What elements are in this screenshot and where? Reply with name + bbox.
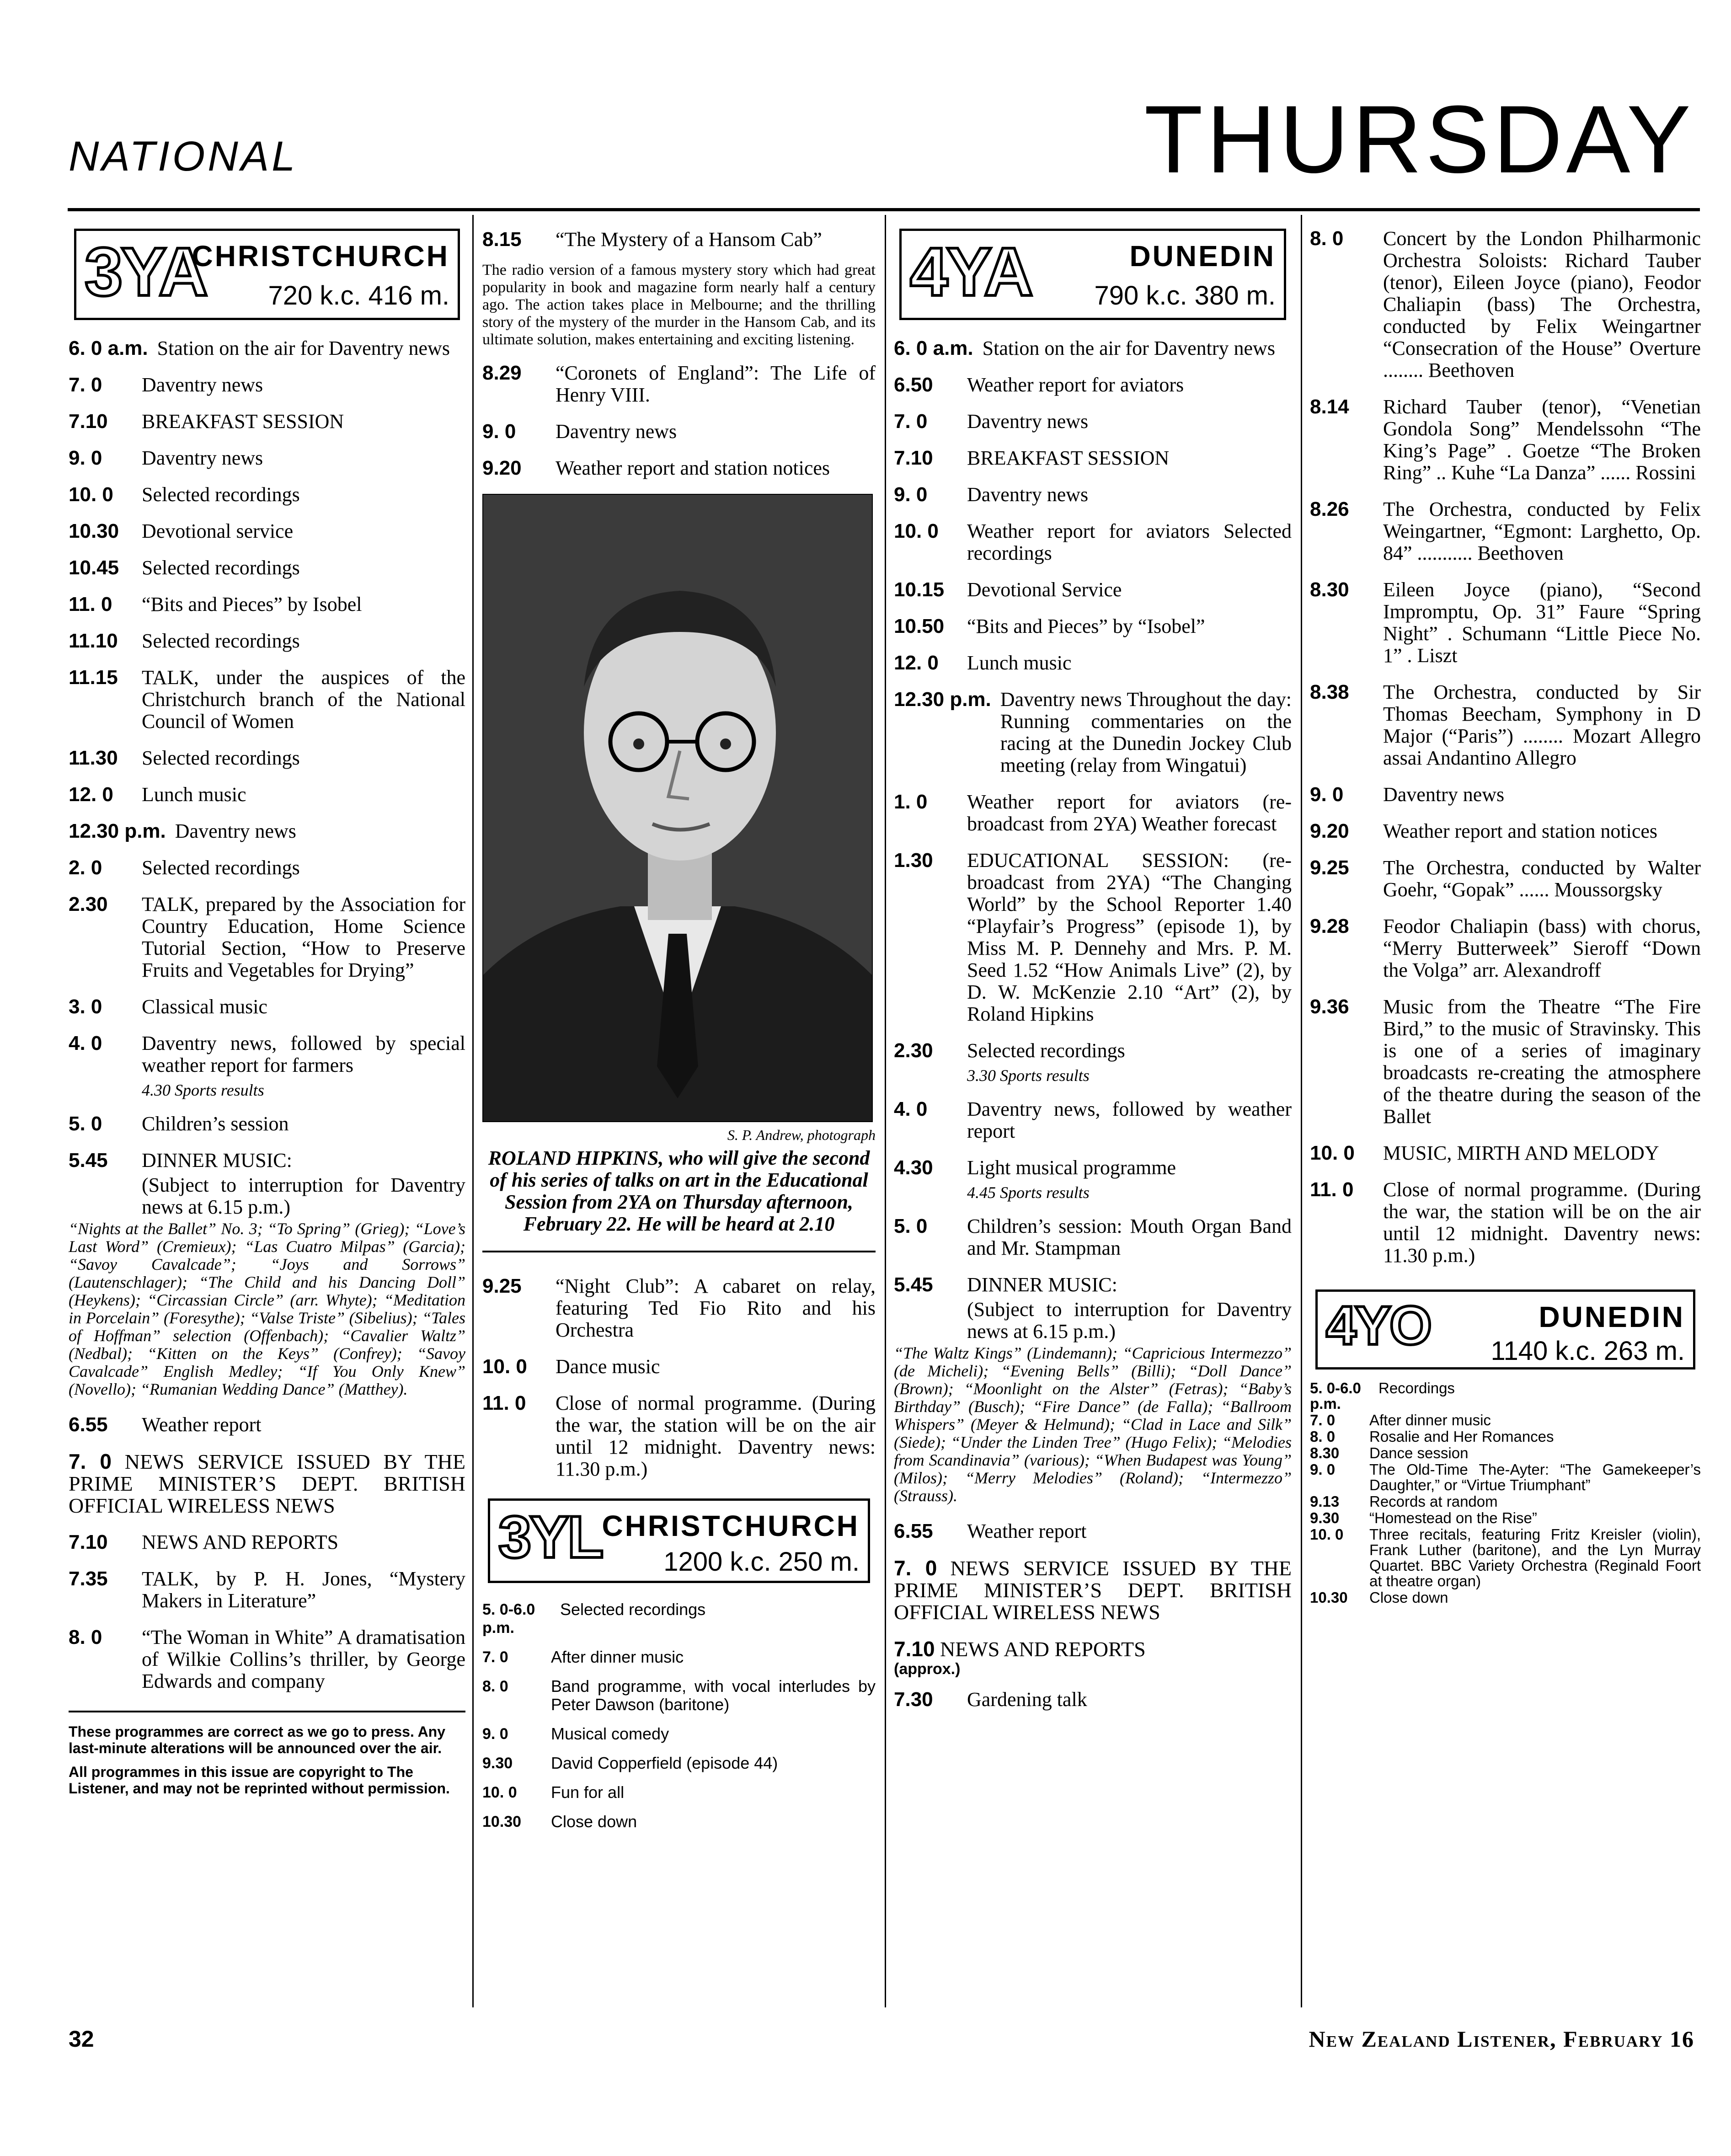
programme-time: 7. 0 bbox=[1310, 1412, 1336, 1428]
dinner-music-list: “The Waltz Kings” (Lindemann); “Capricious Intermezzo” (de Micheli); “Evening Bells” (Billi); “Doll Dance” (Brown); “Moonlight on the Alster” (Fetras); “Baby’s Birthday” (Busch); “Fire Dance” (de Falla); “Ballroom Whispers” (Meyer & Helmund); “Clad in Lace and Silk” (Siede); “Under the Linden Tree” (Hugo Felix); “Melodies from Scandinavia” (various); “When Budapest was Young” (Milos); “Merry Melodies” (Roland); “Intermezzo” (Strauss). bbox=[894, 1344, 1292, 1505]
programme-item bbox=[1310, 820, 1701, 842]
programme-item bbox=[894, 850, 1292, 1025]
station-frequency: 1140 k.c. 263 m. bbox=[1491, 1336, 1685, 1366]
programme-item bbox=[69, 820, 465, 842]
programme-item bbox=[1310, 784, 1701, 806]
programme-list bbox=[482, 1600, 876, 1831]
programme-item bbox=[69, 747, 465, 769]
programme-description: Selected recordings bbox=[142, 856, 300, 879]
programme-description: The Old-Time The-Ayter: “The Gamekeeper’s Daughter,” or “Virtue Triumphant” bbox=[1369, 1461, 1701, 1493]
programme-description: Gardening talk bbox=[967, 1688, 1087, 1711]
programme-list bbox=[894, 1520, 1292, 1542]
programme-time: 9.30 bbox=[1310, 1509, 1340, 1526]
programme-item bbox=[482, 1813, 876, 1831]
programme-item bbox=[1310, 1494, 1701, 1509]
programme-item bbox=[69, 557, 465, 579]
programme-list bbox=[482, 362, 876, 479]
programme-description: Records at random bbox=[1369, 1493, 1498, 1510]
programme-time: 5. 0-6.0 p.m. bbox=[1310, 1380, 1361, 1412]
programme-description: Dance session bbox=[1369, 1444, 1469, 1461]
programme-description: Daventry news bbox=[556, 420, 677, 443]
programme-description: Weather report and station notices bbox=[1383, 820, 1658, 842]
programme-item bbox=[1310, 396, 1701, 484]
programme-item bbox=[69, 857, 465, 879]
programme-description: David Copperfield (episode 44) bbox=[551, 1754, 778, 1772]
programme-time: 11.10 bbox=[69, 630, 118, 652]
programme-description: Fun for all bbox=[551, 1783, 625, 1802]
programme-item bbox=[69, 1113, 465, 1135]
programme-item bbox=[1310, 1412, 1701, 1428]
programme-description: DINNER MUSIC: bbox=[967, 1273, 1117, 1296]
programme-item bbox=[69, 1626, 465, 1692]
sports-results: 3.30 Sports results bbox=[967, 1066, 1090, 1085]
programme-description: EDUCATIONAL SESSION: (re-broadcast from 2YA) “The Changing World” by the School Reporter 1.40 “Playfair’s Progress” (episode 1), by Miss M. P. Dennehy and Mrs. P. M. Seed 1.52 “How Animals Live” (2), by D. W. McKenzie 2.10 “Art” (2), by Roland Hipkins bbox=[967, 849, 1292, 1025]
programme-time: 9. 0 bbox=[894, 483, 928, 506]
hansom-cab-blurb: The radio version of a famous mystery story which had great popularity in book and magazine form nearly half a century ago. The action takes place in Melbourne; and the thrilling story of the mystery of the murder in the Hansom Cab, and its ultimate solution, makes entertaining and exciting listening. bbox=[482, 262, 876, 348]
programme-time: 1.30 bbox=[894, 849, 933, 872]
programme-item bbox=[1310, 1380, 1701, 1412]
programme-description: Close of normal programme. (During the war, the station will be on the air until 12 midnight. Daventry news: 11.30 p.m.) bbox=[1383, 1178, 1701, 1267]
programme-item bbox=[894, 374, 1292, 396]
programme-time: 9.20 bbox=[482, 457, 522, 479]
programme-item bbox=[482, 1275, 876, 1341]
programme-description: Dance music bbox=[556, 1355, 660, 1378]
divider bbox=[482, 1251, 876, 1252]
programme-time: 8.26 bbox=[1310, 498, 1349, 520]
programme-time: 2.30 bbox=[69, 893, 108, 915]
programme-item bbox=[69, 1414, 465, 1436]
programme-description: NEWS AND REPORTS bbox=[142, 1531, 339, 1553]
programme-description: Selected recordings bbox=[560, 1600, 706, 1619]
programme-time: 4.30 bbox=[894, 1156, 933, 1179]
programme-time: 10.30 bbox=[1310, 1589, 1348, 1606]
programme-item bbox=[894, 791, 1292, 835]
programme-item bbox=[69, 484, 465, 506]
programme-time: 9. 0 bbox=[1310, 1461, 1336, 1478]
programme-description: Daventry news bbox=[142, 374, 263, 396]
programme-list bbox=[894, 1689, 1292, 1711]
programme-list bbox=[482, 1275, 876, 1480]
programme-time: 10. 0 bbox=[69, 483, 113, 506]
programme-item bbox=[1310, 1142, 1701, 1164]
programme-item bbox=[894, 1274, 1292, 1296]
programme-list bbox=[894, 337, 1292, 1062]
programme-description: Daventry news bbox=[175, 820, 296, 842]
programme-time: 5. 0 bbox=[894, 1215, 928, 1237]
station-box-4yo bbox=[1315, 1289, 1695, 1370]
programme-description: Musical comedy bbox=[551, 1724, 669, 1743]
programme-time: 7.10 bbox=[69, 1531, 108, 1553]
programme-time: 12. 0 bbox=[894, 652, 939, 674]
programme-item bbox=[1310, 1445, 1701, 1461]
station-call: 3YA bbox=[85, 233, 207, 310]
programme-item bbox=[69, 1568, 465, 1612]
programme-time: 10. 0 bbox=[1310, 1142, 1355, 1164]
programme-description: Devotional Service bbox=[967, 578, 1122, 601]
programme-description: The Orchestra, conducted by Sir Thomas Beecham, Symphony in D Major (“Paris”) ........ Mozart Allegro assai Andantino Allegro bbox=[1383, 681, 1701, 769]
section-label: NATIONAL bbox=[69, 133, 298, 180]
sports-results: 4.30 Sports results bbox=[142, 1081, 264, 1099]
programme-description: “Night Club”: A cabaret on relay, featuring Ted Fio Rito and his Orchestra bbox=[556, 1275, 876, 1341]
programme-time: 8.30 bbox=[1310, 1444, 1340, 1461]
programme-description: Recordings bbox=[1378, 1380, 1455, 1396]
programme-item bbox=[69, 784, 465, 806]
programme-item bbox=[69, 893, 465, 981]
programme-item bbox=[69, 594, 465, 615]
programme-item bbox=[894, 1040, 1292, 1062]
programme-description: “The Mystery of a Hansom Cab” bbox=[556, 228, 822, 251]
programme-time: 4. 0 bbox=[69, 1032, 102, 1054]
programme-item bbox=[1310, 498, 1701, 564]
programme-description: Concert by the London Philharmonic Orchestra Soloists: Richard Tauber (tenor), Eileen Joyce (piano), Feodor Chaliapin (bass) The Orchestra, conducted by Felix Weingartner “Consecration of the House” Overture ........ Beethoven bbox=[1383, 227, 1701, 381]
programme-list bbox=[482, 229, 876, 251]
programme-item bbox=[69, 520, 465, 542]
column-3ya bbox=[69, 219, 465, 1797]
programme-time: 6.55 bbox=[69, 1413, 108, 1436]
programme-time: 9.30 bbox=[482, 1755, 513, 1772]
programme-description: Selected recordings bbox=[142, 556, 300, 579]
programme-description: Daventry news, followed by weather report bbox=[967, 1098, 1292, 1142]
programme-time: 8.15 bbox=[482, 228, 522, 251]
programme-list bbox=[1310, 1380, 1701, 1605]
programme-item bbox=[69, 1033, 465, 1076]
programme-description: Richard Tauber (tenor), “Venetian Gondola Song” Mendelssohn “The King’s Page” . Goetze “The Broken Ring” .. Kuhe “La Danza” ...... Rossini bbox=[1383, 396, 1701, 484]
programme-description: “Bits and Pieces” by Isobel bbox=[142, 593, 362, 615]
programme-item bbox=[69, 630, 465, 652]
programme-description: DINNER MUSIC: bbox=[142, 1149, 292, 1172]
programme-description: Close down bbox=[551, 1812, 637, 1831]
approx-note: (approx.) bbox=[894, 1660, 961, 1678]
programme-time: 10. 0 bbox=[1310, 1526, 1344, 1543]
programme-time: 9.20 bbox=[1310, 820, 1349, 842]
programme-item bbox=[894, 337, 1292, 359]
station-frequency: 1200 k.c. 250 m. bbox=[663, 1547, 860, 1577]
station-box-3yl bbox=[488, 1498, 870, 1583]
programme-time: 11.30 bbox=[69, 747, 118, 769]
programme-item bbox=[1310, 915, 1701, 981]
programme-description: BREAKFAST SESSION bbox=[142, 410, 344, 433]
notice-alterations: These programmes are correct as we go to press. Any last-minute alterations will be announced over the air. bbox=[69, 1723, 446, 1756]
programme-time: 9. 0 bbox=[482, 420, 516, 443]
programme-description: Weather report for aviators (re-broadcast from 2YA) Weather forecast bbox=[967, 791, 1292, 835]
programme-description: Music from the Theatre “The Fire Bird,” to the music of Stravinsky. This is one of a series of imaginary broadcasts re-creating the atmosphere of the theatre during the season of the Ballet bbox=[1383, 995, 1701, 1128]
programme-description: Classical music bbox=[142, 995, 267, 1018]
station-box-4ya bbox=[899, 229, 1286, 320]
programme-time: 10.15 bbox=[894, 578, 945, 601]
divider bbox=[69, 1711, 465, 1712]
column-divider bbox=[472, 215, 474, 2007]
programme-description: Weather report for aviators Selected recordings bbox=[967, 520, 1292, 564]
programme-item bbox=[69, 1531, 465, 1553]
programme-time: 10.45 bbox=[69, 556, 119, 579]
station-city: CHRISTCHURCH bbox=[602, 1509, 860, 1542]
programme-item bbox=[894, 615, 1292, 637]
station-frequency: 790 k.c. 380 m. bbox=[1094, 281, 1276, 310]
programme-description: Children’s session: Mouth Organ Band and Mr. Stampman bbox=[967, 1215, 1292, 1259]
programme-item bbox=[1310, 579, 1701, 667]
page-number: 32 bbox=[69, 2026, 94, 2052]
programme-item bbox=[1310, 1429, 1701, 1444]
programme-time: 9.25 bbox=[482, 1275, 522, 1297]
programme-list bbox=[69, 1113, 465, 1172]
programme-description: “Bits and Pieces” by “Isobel” bbox=[967, 615, 1205, 637]
column-4ya bbox=[894, 219, 1292, 1725]
programme-description: After dinner music bbox=[551, 1648, 684, 1666]
programme-item bbox=[894, 1215, 1292, 1259]
dinner-music-list: “Nights at the Ballet” No. 3; “To Spring” (Grieg); “Love’s Last Word” (Cremieux); “Las Cuatro Milpas” (Garcia); “Savoy Cavalcade”; “Joys and Sorrows” (Lautenschlager); “The Child and his Dancing Doll” (Heykens); “Circassian Circle” (arr. Whyte); “Meditation in Porcelain” (Foresythe); “Valse Triste” (Sibelius); “Tales of Hoffman” selection (Offenbach); “Cavalier Waltz” (Nedbal); “Kitten on the Keys” (Confrey); “Savoy Cavalcade” English Medley; “If You Only Knew” (Novello); “Rumanian Wedding Dance” (Matthey). bbox=[69, 1220, 465, 1398]
programme-item bbox=[1310, 228, 1701, 381]
programme-time: 10. 0 bbox=[482, 1355, 527, 1378]
programme-item bbox=[482, 421, 876, 443]
programme-time: 10.30 bbox=[69, 520, 119, 542]
programme-description: Band programme, with vocal interludes by Peter Dawson (baritone) bbox=[551, 1677, 876, 1714]
programme-time: 5. 0 bbox=[69, 1113, 102, 1135]
station-city: CHRISTCHURCH bbox=[192, 240, 449, 273]
news-service-item: 7. 0 NEWS SERVICE ISSUED BY THE PRIME MINISTER’S DEPT. BRITISH OFFICIAL WIRELESS NEWS bbox=[69, 1450, 465, 1517]
programme-time: 7. 0 bbox=[69, 374, 102, 396]
programme-item bbox=[894, 447, 1292, 469]
programme-time: 2. 0 bbox=[69, 856, 102, 879]
programme-item bbox=[482, 1677, 876, 1714]
programme-item bbox=[1310, 857, 1701, 901]
programme-time: 9.13 bbox=[1310, 1493, 1340, 1510]
dinner-subject-note: (Subject to interruption for Daventry news at 6.15 p.m.) bbox=[967, 1298, 1292, 1343]
column-4ya-continued bbox=[1310, 219, 1701, 1606]
programme-time: 7. 0 bbox=[894, 410, 928, 433]
programme-time: 11. 0 bbox=[482, 1392, 526, 1414]
programme-description: “The Woman in White” A dramatisation of Wilkie Collins’s thriller, by George Edwards and company bbox=[142, 1626, 465, 1692]
programme-time: 9.25 bbox=[1310, 856, 1349, 879]
station-city: DUNEDIN bbox=[1129, 240, 1276, 273]
programme-item bbox=[482, 1356, 876, 1378]
programme-time: 7.30 bbox=[894, 1688, 933, 1711]
programme-item bbox=[894, 520, 1292, 564]
programme-item bbox=[894, 1520, 1292, 1542]
programme-list bbox=[1310, 228, 1701, 1267]
programme-item bbox=[894, 652, 1292, 674]
programme-time: 1. 0 bbox=[894, 791, 928, 813]
programme-description: Station on the air for Daventry news bbox=[157, 337, 450, 359]
news-service-item: 7. 0 NEWS SERVICE ISSUED BY THE PRIME MINISTER’S DEPT. BRITISH OFFICIAL WIRELESS NEWS bbox=[894, 1556, 1292, 1624]
station-city: DUNEDIN bbox=[1539, 1300, 1685, 1333]
programme-item bbox=[1310, 1510, 1701, 1526]
programme-time: 3. 0 bbox=[69, 995, 102, 1018]
programme-time: 12. 0 bbox=[69, 783, 113, 806]
programme-time: 9.28 bbox=[1310, 915, 1349, 937]
programme-time: 11. 0 bbox=[1310, 1178, 1354, 1201]
programme-description: “Homestead on the Rise” bbox=[1369, 1509, 1537, 1526]
programme-item bbox=[69, 411, 465, 433]
programme-item bbox=[482, 1725, 876, 1743]
programme-time: 9.36 bbox=[1310, 995, 1349, 1018]
programme-item bbox=[69, 1150, 465, 1172]
programme-list bbox=[69, 337, 465, 1076]
programme-list bbox=[894, 1098, 1292, 1179]
programme-description: Devotional service bbox=[142, 520, 294, 542]
news-reports-item: 7.10 NEWS AND REPORTS bbox=[894, 1637, 1146, 1661]
programme-item bbox=[1310, 1590, 1701, 1605]
programme-item bbox=[69, 996, 465, 1018]
programme-description: Daventry news bbox=[967, 483, 1089, 506]
programme-time: 8.29 bbox=[482, 362, 522, 384]
programme-description: “Coronets of England”: The Life of Henry VIII. bbox=[556, 362, 876, 406]
programme-item bbox=[894, 411, 1292, 433]
programme-item bbox=[482, 1783, 876, 1802]
portrait-illustration bbox=[483, 495, 872, 1121]
programme-description: Close down bbox=[1369, 1589, 1448, 1606]
programme-item bbox=[482, 457, 876, 479]
programme-time: 8.38 bbox=[1310, 681, 1349, 703]
station-frequency: 720 k.c. 416 m. bbox=[268, 281, 449, 310]
programme-description: Selected recordings bbox=[142, 630, 300, 652]
programme-item bbox=[1310, 996, 1701, 1128]
programme-time: 7. 0 bbox=[482, 1648, 508, 1666]
station-call: 4YA bbox=[910, 233, 1032, 310]
programme-time: 4. 0 bbox=[894, 1098, 928, 1120]
programme-time: 9. 0 bbox=[69, 447, 102, 469]
programme-description: Three recitals, featuring Fritz Kreisler (violin), Frank Luther (baritone), and the Lyn Murray Quartet. BBC Variety Orchestra (Reginald Foort at theatre organ) bbox=[1369, 1526, 1701, 1589]
programme-description: Selected recordings bbox=[967, 1039, 1125, 1062]
programme-time: 7.10 bbox=[894, 447, 933, 469]
programme-description: Weather report and station notices bbox=[556, 457, 830, 479]
programme-time: 5. 0-6.0 p.m. bbox=[482, 1601, 535, 1637]
programme-item bbox=[894, 1689, 1292, 1711]
programme-description: Selected recordings bbox=[142, 483, 300, 506]
programme-description: Daventry news bbox=[967, 410, 1089, 433]
programme-item bbox=[894, 579, 1292, 601]
programme-time: 6. 0 a.m. bbox=[69, 337, 148, 359]
station-call: 3YL bbox=[498, 1503, 602, 1570]
programme-time: 11.15 bbox=[69, 666, 118, 689]
programme-item bbox=[894, 484, 1292, 506]
programme-description: The Orchestra, conducted by Felix Weingartner, “Egmont: Larghetto, Op. 84” ........... Beethoven bbox=[1383, 498, 1701, 564]
programme-time: 8. 0 bbox=[1310, 227, 1344, 250]
programme-description: Weather report for aviators bbox=[967, 374, 1184, 396]
programme-list bbox=[69, 1414, 465, 1436]
programme-time: 6. 0 a.m. bbox=[894, 337, 973, 359]
programme-item bbox=[1310, 1462, 1701, 1493]
programme-description: TALK, by P. H. Jones, “Mystery Makers in Literature” bbox=[142, 1568, 465, 1612]
programme-time: 6.50 bbox=[894, 374, 933, 396]
programme-description: Eileen Joyce (piano), “Second Impromptu, Op. 31” Faure “Spring Night” . Schumann “Little Piece No. 1” . Liszt bbox=[1383, 578, 1701, 667]
programme-item bbox=[482, 362, 876, 406]
photo-caption: ROLAND HIPKINS, who will give the second of his series of talks on art in the Educational Session from 2YA on Thursday afternoon, February 22. He will be heard at 2.10 bbox=[488, 1147, 870, 1235]
portrait-photo bbox=[482, 494, 873, 1122]
programme-description: Daventry news bbox=[1383, 783, 1505, 806]
programme-item bbox=[482, 1648, 876, 1666]
programme-time: 7.10 bbox=[69, 410, 108, 433]
programme-item bbox=[894, 1098, 1292, 1142]
programme-description: TALK, prepared by the Association for Country Education, Home Science Tutorial Section, “How to Preserve Fruits and Vegetables for Drying” bbox=[142, 893, 465, 981]
sports-results: 4.45 Sports results bbox=[967, 1183, 1090, 1202]
station-box-3ya bbox=[74, 229, 460, 320]
programme-item bbox=[1310, 1179, 1701, 1267]
photo-credit: S. P. Andrew, photograph bbox=[727, 1127, 876, 1143]
programme-time: 10. 0 bbox=[894, 520, 939, 542]
programme-description: Daventry news, followed by special weather report for farmers bbox=[142, 1032, 465, 1076]
programme-time: 8.30 bbox=[1310, 578, 1349, 601]
programme-item bbox=[894, 1157, 1292, 1179]
programme-description: Lunch music bbox=[142, 783, 246, 806]
station-call: 4YO bbox=[1326, 1295, 1431, 1356]
programme-description: Feodor Chaliapin (bass) with chorus, “Merry Butterweek” Sieroff “Down the Volga” arr. Alexandroff bbox=[1383, 915, 1701, 981]
programme-item bbox=[69, 337, 465, 359]
programme-item bbox=[69, 374, 465, 396]
programme-description: Station on the air for Daventry news bbox=[982, 337, 1275, 359]
programme-item bbox=[69, 667, 465, 733]
programme-item bbox=[482, 1392, 876, 1480]
programme-description: Daventry news Throughout the day: Running commentaries on the racing at the Dunedin Jockey Club meeting (relay from Wingatui) bbox=[1000, 688, 1292, 776]
programme-time: 8. 0 bbox=[482, 1678, 508, 1695]
programme-description: BREAKFAST SESSION bbox=[967, 447, 1170, 469]
programme-time: 5.45 bbox=[69, 1149, 108, 1172]
programme-time: 12.30 p.m. bbox=[894, 688, 991, 711]
programme-time: 8. 0 bbox=[69, 1626, 102, 1648]
programme-time: 11. 0 bbox=[69, 593, 112, 615]
publication-footer: New Zealand Listener, February 16 bbox=[1309, 2026, 1694, 2052]
programme-time: 9. 0 bbox=[1310, 783, 1344, 806]
programme-time: 8.14 bbox=[1310, 396, 1349, 418]
programme-item bbox=[482, 229, 876, 251]
programme-description: Lunch music bbox=[967, 652, 1072, 674]
programme-item bbox=[482, 1600, 876, 1637]
day-title: THURSDAY bbox=[1144, 86, 1694, 193]
programme-description: Weather report bbox=[142, 1413, 262, 1436]
programme-list bbox=[894, 1215, 1292, 1296]
programme-description: After dinner music bbox=[1369, 1412, 1491, 1428]
programme-time: 7.35 bbox=[69, 1568, 108, 1590]
programme-description: Light musical programme bbox=[967, 1156, 1176, 1179]
programme-description: Close of normal programme. (During the war, the station will be on the air until 12 midnight. Daventry news: 11.30 p.m.) bbox=[556, 1392, 876, 1480]
programme-item bbox=[482, 1754, 876, 1772]
column-divider bbox=[1301, 215, 1302, 2007]
programme-time: 10. 0 bbox=[482, 1784, 517, 1801]
programme-time: 10.30 bbox=[482, 1813, 522, 1830]
programme-description: Rosalie and Her Romances bbox=[1369, 1428, 1554, 1445]
programme-description: Daventry news bbox=[142, 447, 263, 469]
programme-time: 6.55 bbox=[894, 1520, 933, 1542]
programme-list bbox=[69, 1531, 465, 1692]
top-rule bbox=[68, 208, 1700, 211]
programme-time: 2.30 bbox=[894, 1039, 933, 1062]
programme-description: The Orchestra, conducted by Walter Goehr, “Gopak” ...... Moussorgsky bbox=[1383, 856, 1701, 901]
programme-item bbox=[1310, 681, 1701, 769]
notice-copyright: All programmes in this issue are copyright to The Listener, and may not be reprinted without permission. bbox=[69, 1764, 450, 1797]
programme-description: Weather report bbox=[967, 1520, 1087, 1542]
programme-description: Children’s session bbox=[142, 1113, 289, 1135]
programme-time: 5.45 bbox=[894, 1273, 933, 1296]
programme-time: 8. 0 bbox=[1310, 1428, 1336, 1445]
programme-description: MUSIC, MIRTH AND MELODY bbox=[1383, 1142, 1659, 1164]
programme-time: 9. 0 bbox=[482, 1725, 508, 1743]
column-3ya-continued bbox=[482, 219, 876, 1842]
column-divider bbox=[885, 215, 886, 2007]
programme-description: Selected recordings bbox=[142, 747, 300, 769]
dinner-subject-note: (Subject to interruption for Daventry news at 6.15 p.m.) bbox=[142, 1174, 465, 1218]
programme-time: 10.50 bbox=[894, 615, 945, 637]
programme-item bbox=[1310, 1527, 1701, 1589]
programme-item bbox=[69, 447, 465, 469]
programme-description: TALK, under the auspices of the Christchurch branch of the National Council of Women bbox=[142, 666, 465, 733]
programme-item bbox=[894, 689, 1292, 776]
programme-time: 12.30 p.m. bbox=[69, 820, 166, 842]
